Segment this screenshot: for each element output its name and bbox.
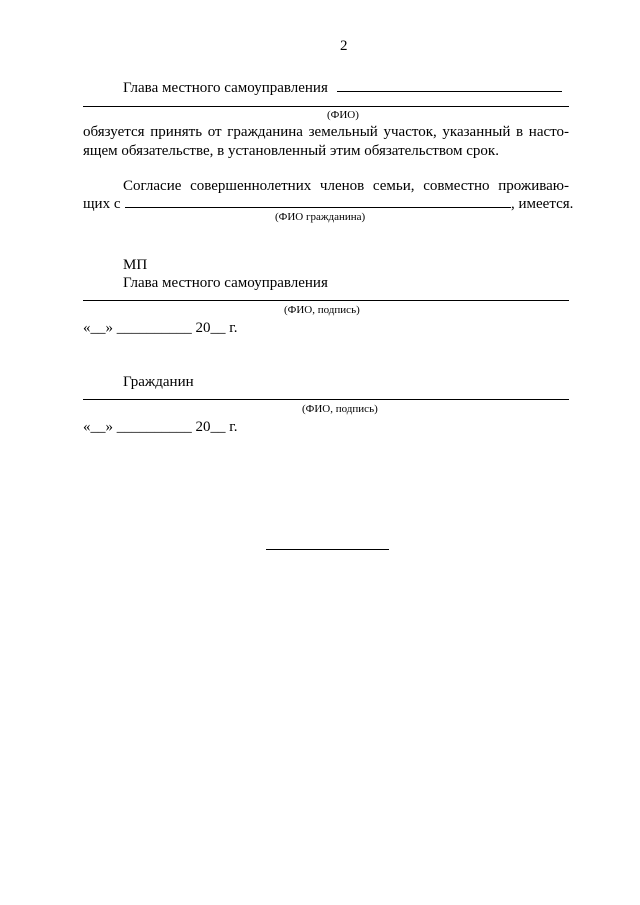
citizen-signature-caption: (ФИО, подпись) [302, 403, 378, 415]
obligation-text-line-1: обязуется принять от гражданина земельный участок, указанный в насто- [83, 124, 569, 140]
head-signature-date: «__» __________ 20__ г. [83, 320, 238, 336]
consent-text-line-1: Согласие совершеннолетних членов семьи, совместно проживаю- [123, 178, 569, 194]
fio-caption: (ФИО) [327, 109, 359, 121]
head-of-local-government-label: Глава местного самоуправления [123, 80, 328, 96]
citizen-signature-date: «__» __________ 20__ г. [83, 419, 238, 435]
head-name-underline [337, 91, 562, 92]
page-number: 2 [340, 38, 348, 54]
citizen-name-underline [125, 207, 511, 208]
head-signature-caption: (ФИО, подпись) [284, 304, 360, 316]
citizen-label: Гражданин [123, 374, 194, 390]
consent-prefix: щих с [83, 196, 121, 212]
obligation-text-line-2: ящем обязательстве, в установленный этим обязательством срок. [83, 143, 499, 159]
citizen-fio-caption: (ФИО гражданина) [275, 211, 366, 223]
head-signature-label: Глава местного самоуправления [123, 275, 328, 291]
citizen-signature-line [83, 399, 569, 400]
fio-full-line [83, 106, 569, 107]
consent-suffix: , имеется. [511, 196, 574, 212]
stamp-place-label: МП [123, 257, 148, 273]
end-separator [266, 549, 389, 550]
head-signature-line [83, 300, 569, 301]
